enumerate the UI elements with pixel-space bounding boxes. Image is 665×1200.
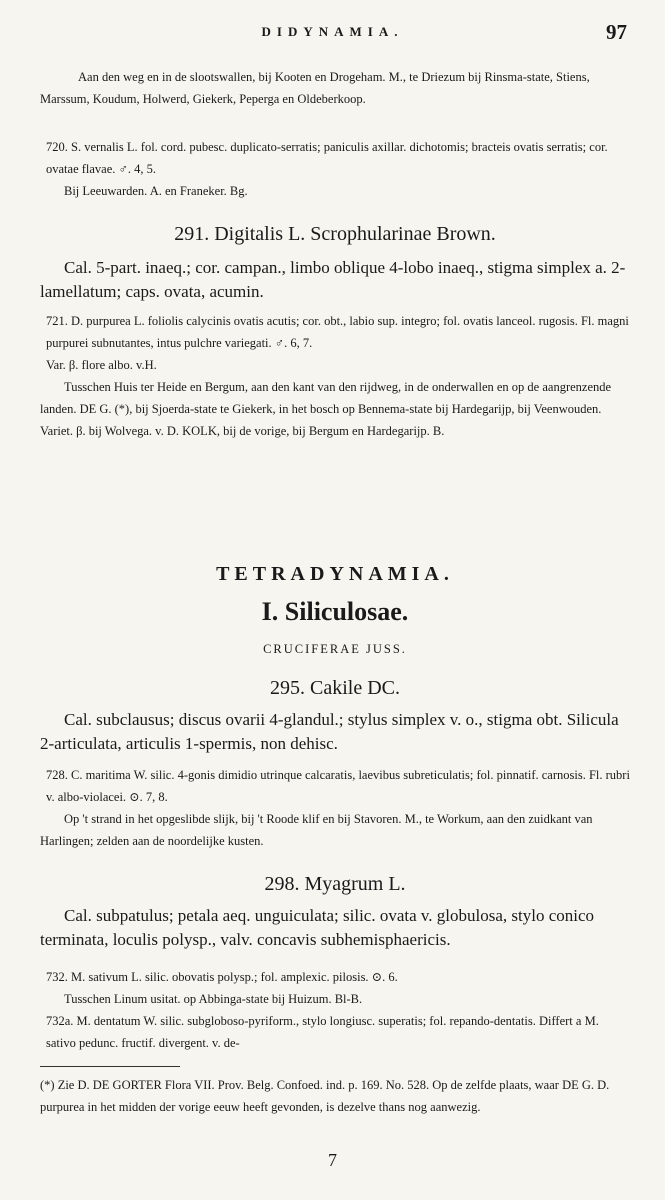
footnote-rule	[40, 1066, 180, 1067]
signature-mark: 7	[328, 1150, 337, 1170]
footnote: (*) Zie D. DE GORTER Flora VII. Prov. Belg. Confoed. ind. p. 169. No. 528. Op de zelfde plaats, waar DE G. D. purpurea in het midden der vorige eeuw heeft gevonden, is dezelve thans nog aanwezig.	[40, 1078, 610, 1114]
genus-298-title: 298. Myagrum L.	[264, 873, 406, 895]
footnote-block	[40, 1074, 630, 1118]
genus-291-diagnosis: Cal. 5-part. inaeq.; cor. campan., limbo oblique 4-lobo inaeq., stigma simplex a. 2-lamellatum; caps. ovata, acumin.	[40, 258, 626, 301]
species-732-locality: Tusschen Linum usitat. op Abbinga-state bij Huizum. Bl-B.	[64, 992, 363, 1006]
running-header	[0, 20, 665, 46]
genus-295-description	[40, 708, 630, 756]
genus-291	[40, 220, 630, 248]
class-heading	[40, 560, 630, 588]
genus-295-diagnosis: Cal. subclausus; discus ovarii 4-glandul.; stylus simplex v. o., stigma obt. Silicula 2-articulata, articulis 1-spermis, non dehisc.	[40, 710, 619, 753]
entry-block-728	[40, 764, 630, 852]
species-720-locality: Bij Leeuwarden. A. en Franeker. Bg.	[64, 184, 248, 198]
entry-block-732	[40, 966, 630, 1054]
order-heading	[40, 596, 630, 628]
paragraph-locality: Aan den weg en in de slootswallen, bij Kooten en Drogeham. M., te Driezum bij Rinsma-state, Stiens, Marssum, Koudum, Holwerd, Giekerk, Peperga en Oldeberkoop.	[40, 70, 590, 106]
order-title: I. Siliculosae.	[261, 597, 409, 626]
species-728-locality: Op 't strand in het opgeslibde slijk, bij 't Roode klif en bij Stavoren. M., te Workum, aan den zuidkant van Harlingen; zelden aan de noordelijke kusten.	[40, 812, 593, 848]
genus-291-title: 291. Digitalis L. Scrophularinae Brown.	[174, 223, 496, 245]
page-number: 97	[606, 20, 627, 44]
genus-295-title: 295. Cakile DC.	[270, 677, 400, 699]
species-732: 732. M. sativum L. silic. obovatis polysp.; fol. amplexic. pilosis. ⊙. 6.	[46, 970, 398, 984]
species-721: 721. D. purpurea L. foliolis calycinis ovatis acutis; cor. obt., labio sup. integro; fol. ovatis lanceol. rugosis. Fl. magni purpurei subnutantes, intus pulchre variegati. ♂. 6, 7.	[46, 314, 629, 350]
running-title: DIDYNAMIA.	[261, 24, 404, 39]
genus-298-diagnosis: Cal. subpatulus; petala aeq. unguiculata; silic. ovata v. globulosa, stylo conico terminata, loculis polysp., valv. concavis subhemisphaericis.	[40, 906, 595, 949]
species-732a: 732a. M. dentatum W. silic. subgloboso-pyriform., stylo longiusc. superatis; fol. repando-dentatis. Differt a M. sativo pedunc. fructif. divergent. v. de-	[46, 1014, 599, 1050]
entry-block-721	[40, 310, 630, 442]
species-721-variety: Var. β. flore albo. v.H.	[46, 358, 157, 372]
entry-block-720	[40, 136, 630, 202]
family-heading	[40, 638, 630, 660]
family-title: CRUCIFERAE JUSS.	[263, 642, 407, 656]
class-title: TETRADYNAMIA.	[216, 563, 454, 585]
genus-298	[40, 870, 630, 898]
genus-291-description	[40, 256, 630, 304]
entry-block-1	[40, 66, 630, 110]
genus-298-description	[40, 904, 630, 952]
genus-295	[40, 674, 630, 702]
species-720: 720. S. vernalis L. fol. cord. pubesc. duplicato-serratis; paniculis axillar. dichotomis; bracteis ovatis serratis; cor. ovatae flavae. ♂. 4, 5.	[46, 140, 608, 176]
species-721-locality: Tusschen Huis ter Heide en Bergum, aan den kant van den rijdweg, in de onderwallen en op de aangrenzende landen. DE G. (*), bij Sjoerda-state te Giekerk, in het bosch op Bennema-state bij Hardegarijp, bij Veenwouden. Variet. β. bij Wolvega. v. D. KOLK, bij de vorige, bij Bergum en Hardegarijp. B.	[40, 380, 612, 438]
species-728: 728. C. maritima W. silic. 4-gonis dimidio utrinque calcaratis, laevibus subreticulatis; fol. pinnatif. carnosis. Fl. rubri v. albo-violacei. ⊙. 7, 8.	[46, 768, 630, 804]
